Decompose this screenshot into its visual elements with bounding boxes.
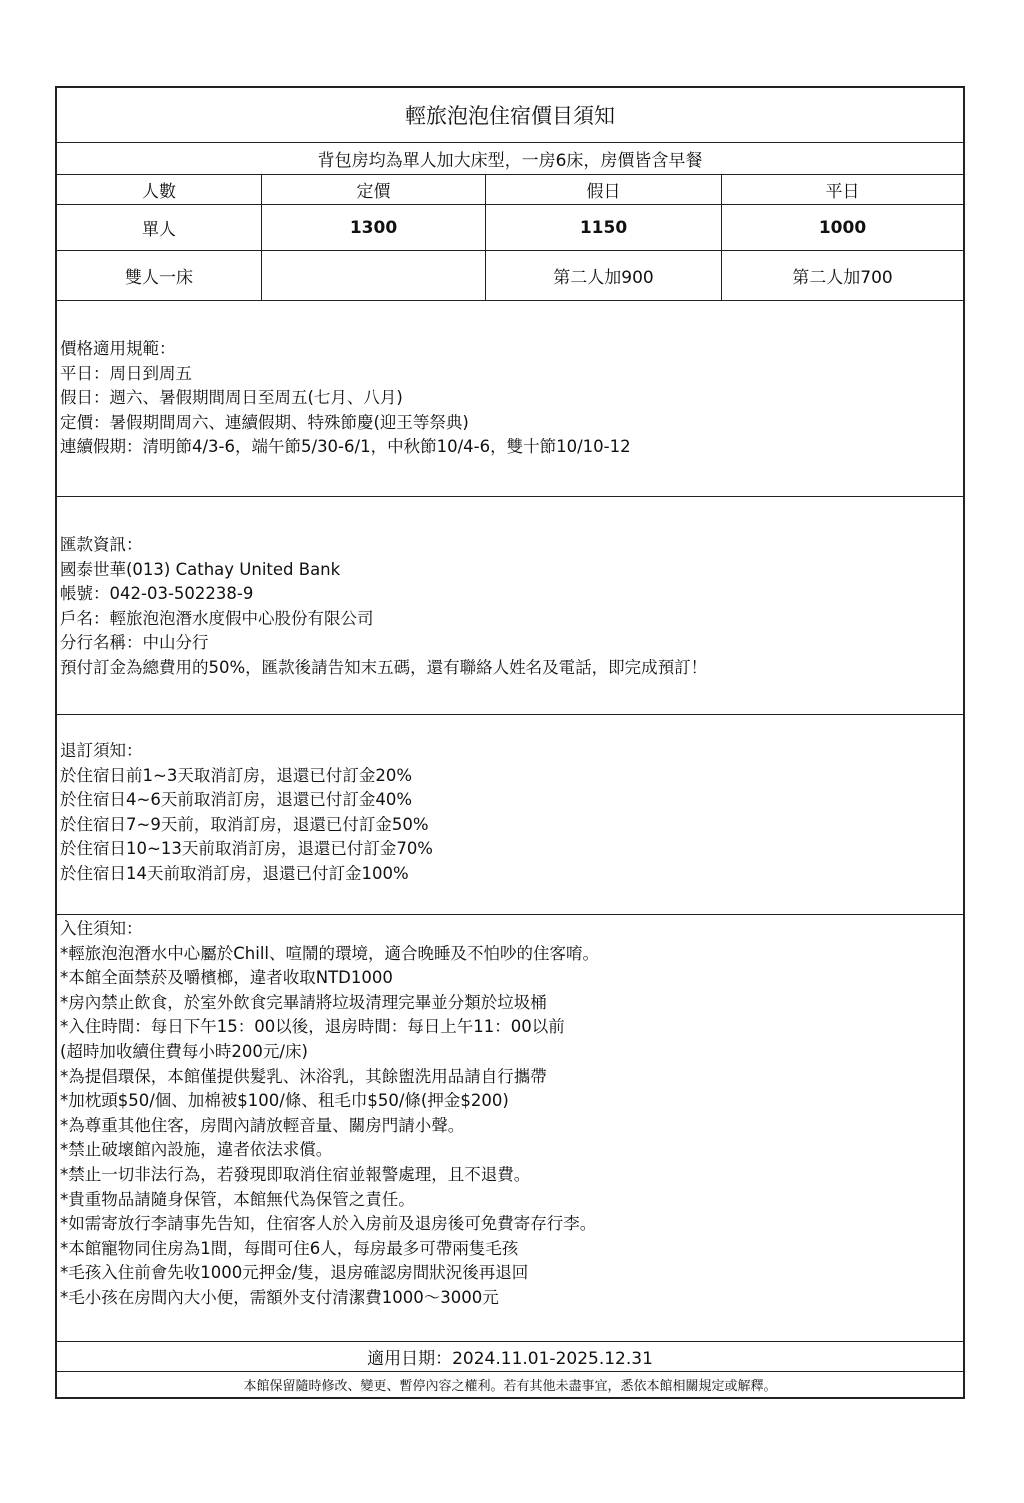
document-subtitle: 背包房均為單人加大床型，一房6床，房價皆含早餐 [57, 143, 963, 175]
cell-single-weekday: 1000 [818, 217, 867, 238]
cancellation-line: 於住宿日10~13天前取消訂房，退還已付訂金70% [60, 839, 433, 859]
header-people: 人數 [57, 175, 262, 204]
price-notice-sheet [55, 86, 965, 1399]
cell-single-label: 單人 [57, 205, 262, 250]
cell-double-label: 雙人一床 [57, 251, 262, 300]
table-header-row [57, 175, 963, 205]
checkin-line: (超時加收續住費每小時200元/床) [60, 1041, 308, 1061]
checkin-heading: 入住須知： [60, 919, 143, 938]
checkin-line: *毛孩入住前會先收1000元押金/隻，退房確認房間狀況後再退回 [60, 1263, 529, 1283]
pricing-rule-line: 定價：暑假期間周六、連續假期、特殊節慶(迎王等祭典) [60, 412, 469, 432]
pricing-rule-line: 平日：周日到周五 [60, 363, 192, 383]
checkin-line: *本館寵物同住房為1間，每間可住6人，每房最多可帶兩隻毛孩 [60, 1238, 519, 1258]
cancellation-section [57, 715, 963, 915]
checkin-line: *輕旅泡泡潛水中心屬於Chill、喧鬧的環境，適合晚睡及不怕吵的住客唷。 [60, 943, 599, 963]
cancellation-line: 於住宿日14天前取消訂房，退還已付訂金100% [60, 863, 409, 883]
cancellation-heading: 退訂須知： [60, 741, 143, 760]
checkin-line: *加枕頭$50/個、加棉被$100/條、租毛巾$50/條(押金$200) [60, 1091, 509, 1111]
validity-date: 適用日期：2024.11.01-2025.12.31 [57, 1342, 963, 1372]
header-list-price: 定價 [262, 175, 486, 204]
checkin-line: *為尊重其他住客，房間內請放輕音量、關房門請小聲。 [60, 1115, 465, 1135]
cell-double-holiday: 第二人加900 [486, 251, 722, 300]
remittance-section [57, 497, 963, 715]
table-row-single [57, 205, 963, 251]
deposit-note: 預付訂金為總費用的50%，匯款後請告知末五碼，還有聯絡人姓名及電話，即完成預訂！ [60, 657, 708, 677]
cancellation-line: 於住宿日4~6天前取消訂房，退還已付訂金40% [60, 790, 412, 810]
checkin-line: *入住時間：每日下午15：00以後，退房時間：每日上午11：00以前 [60, 1017, 565, 1037]
header-weekday: 平日 [825, 182, 860, 202]
pricing-rule-line: 連續假期：清明節4/3-6，端午節5/30-6/1，中秋節10/4-6，雙十節10/10-12 [60, 437, 631, 457]
checkin-line: *毛小孩在房間內大小便，需額外支付清潔費1000～3000元 [60, 1287, 499, 1307]
remittance-heading: 匯款資訊： [60, 535, 143, 554]
checkin-line: *本館全面禁菸及嚼檳榔，違者收取NTD1000 [60, 968, 393, 988]
checkin-line: *如需寄放行李請事先告知，住宿客人於入房前及退房後可免費寄存行李。 [60, 1214, 597, 1234]
pricing-rules-section [57, 301, 963, 497]
branch-name: 分行名稱：中山分行 [60, 633, 209, 653]
cancellation-line: 於住宿日7~9天前，取消訂房，退還已付訂金50% [60, 814, 429, 834]
account-number: 帳號：042-03-502238-9 [60, 584, 254, 604]
bank-name: 國泰世華(013) Cathay United Bank [60, 559, 341, 579]
disclaimer: 本館保留隨時修改、變更、暫停內容之權利。若有其他未盡事宜，悉依本館相關規定或解釋。 [243, 1379, 777, 1394]
checkin-line: *房內禁止飲食，於室外飲食完畢請將垃圾清理完畢並分類於垃圾桶 [60, 992, 547, 1012]
checkin-line: *為提倡環保，本館僅提供髮乳、沐浴乳，其餘盥洗用品請自行攜帶 [60, 1066, 547, 1086]
cell-double-weekday: 第二人加700 [792, 268, 893, 288]
pricing-rules-heading: 價格適用規範： [60, 339, 176, 358]
checkin-line: *禁止破壞館內設施，違者依法求償。 [60, 1140, 333, 1160]
table-row-double [57, 251, 963, 301]
cell-double-list-price [262, 251, 486, 300]
document-title: 輕旅泡泡住宿價目須知 [57, 88, 963, 143]
pricing-rule-line: 假日：週六、暑假期間周日至周五(七月、八月) [60, 388, 403, 408]
account-holder: 戶名：輕旅泡泡潛水度假中心股份有限公司 [60, 608, 374, 628]
checkin-line: *貴重物品請隨身保管，本館無代為保管之責任。 [60, 1189, 415, 1209]
cancellation-line: 於住宿日前1~3天取消訂房，退還已付訂金20% [60, 765, 412, 785]
header-holiday: 假日 [486, 175, 722, 204]
checkin-line: *禁止一切非法行為，若發現即取消住宿並報警處理，且不退費。 [60, 1164, 531, 1184]
cell-single-holiday: 1150 [486, 205, 722, 250]
checkin-section [57, 915, 963, 1342]
cell-single-list-price: 1300 [262, 205, 486, 250]
